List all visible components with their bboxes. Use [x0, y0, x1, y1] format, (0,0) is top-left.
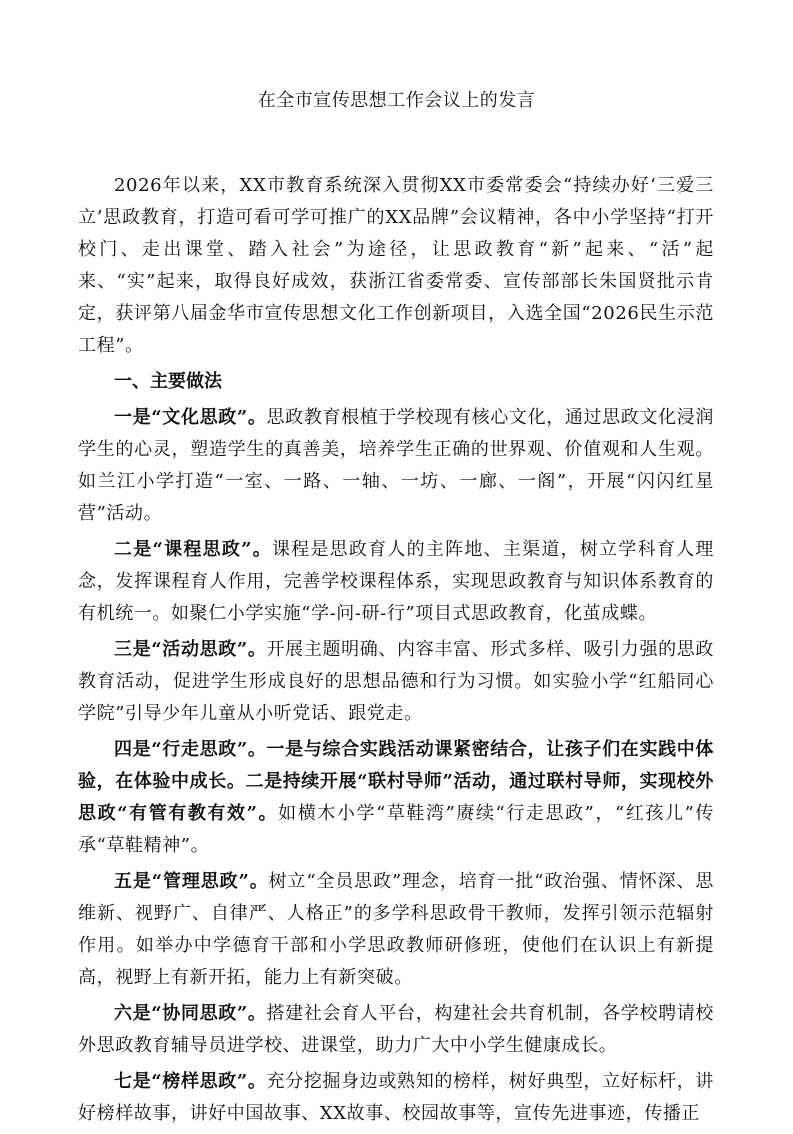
item-paragraph-7 [78, 1066, 714, 1130]
item-text: 搭建社会育人平台，构建社会共育机制，各学校聘请校外思政教育辅导员进学校、进课堂，助力广大中小学生健康成长。 [78, 1003, 714, 1056]
document-body [78, 170, 714, 1134]
item-lead: 五是“管理思政”。 [114, 871, 269, 892]
item-paragraph-4 [78, 734, 714, 862]
item-text: 树立“全员思政”理念，培育一批“政治强、情怀深、思维新、视野广、自律严、人格正”的多学科思政骨干教师，发挥引领示范辐射作用。如举办中学德育干部和小学思政教师研修班，使他们在认识上有新提高，视野上有新开拓，能力上有新突破。 [78, 871, 714, 988]
intro-paragraph: 2026年以来，XX市教育系统深入贯彻XX市委常委会“持续办好‘三爱三立’思政教育，打造可看可学可推广的XX品牌”会议精神，各中小学坚持“打开校门、走出课堂、踏入社会”为途径，让思政教育“新”起来、“活”起来、“实”起来，取得良好成效，获浙江省委常委、宣传部部长朱国贤批示肯定，获评第八届金华市宣传思想文化工作创新项目，入选全国“2026民生示范工程”。 [78, 175, 714, 356]
item-text: 开展主题明确、内容丰富、形式多样、吸引力强的思政教育活动，促进学生形成良好的思想品德和行为习惯。如实验小学“红船同心学院”引导少年儿童从小听党话、跟党走。 [78, 639, 714, 724]
item-lead: 七是“榜样思政”。 [114, 1071, 267, 1092]
item-text: 充分挖掘身边或熟知的榜样，树好典型，立好标杆，讲好榜样故事，讲好中国故事、XX故事、校园故事等，宣传先进事迹，传播正 [78, 1071, 714, 1124]
section-heading: 一、主要做法 [114, 371, 222, 392]
document-title: 在全市宣传思想工作会议上的发言 [257, 90, 536, 111]
item-lead: 三是“活动思政”。 [114, 639, 267, 660]
item-lead: 四是“行走思政”。一是与综合实践活动课紧密结合，让孩子们在实践中体验，在体验中成长。二是持续开展“联村导师”活动，通过联村导师，实现校外思政“有管有教有效”。 [78, 739, 714, 824]
item-paragraph-6 [78, 998, 714, 1062]
item-text: 如横木小学“草鞋湾”赓续“行走思政”，“红孩儿”传承“草鞋精神”。 [78, 803, 714, 856]
item-paragraph-2 [78, 534, 714, 630]
item-lead: 一是“文化思政”。 [114, 407, 267, 428]
item-paragraph-1 [78, 402, 714, 530]
item-text: 思政教育根植于学校现有核心文化，通过思政文化浸润学生的心灵，塑造学生的真善美，培养学生正确的世界观、价值观和人生观。如兰江小学打造“一室、一路、一轴、一坊、一廊、一阁”，开展“闪闪红星营”活动。 [78, 407, 714, 524]
item-paragraph-3 [78, 634, 714, 730]
item-lead: 二是“课程思政”。 [114, 539, 272, 560]
item-paragraph-5 [78, 866, 714, 994]
item-text: 课程是思政育人的主阵地、主渠道，树立学科育人理念，发挥课程育人作用，完善学校课程体系，实现思政教育与知识体系教育的有机统一。如聚仁小学实施“学-问-研-行”项目式思政教育，化茧成蝶。 [78, 539, 714, 624]
item-lead: 六是“协同思政”。 [114, 1003, 267, 1024]
